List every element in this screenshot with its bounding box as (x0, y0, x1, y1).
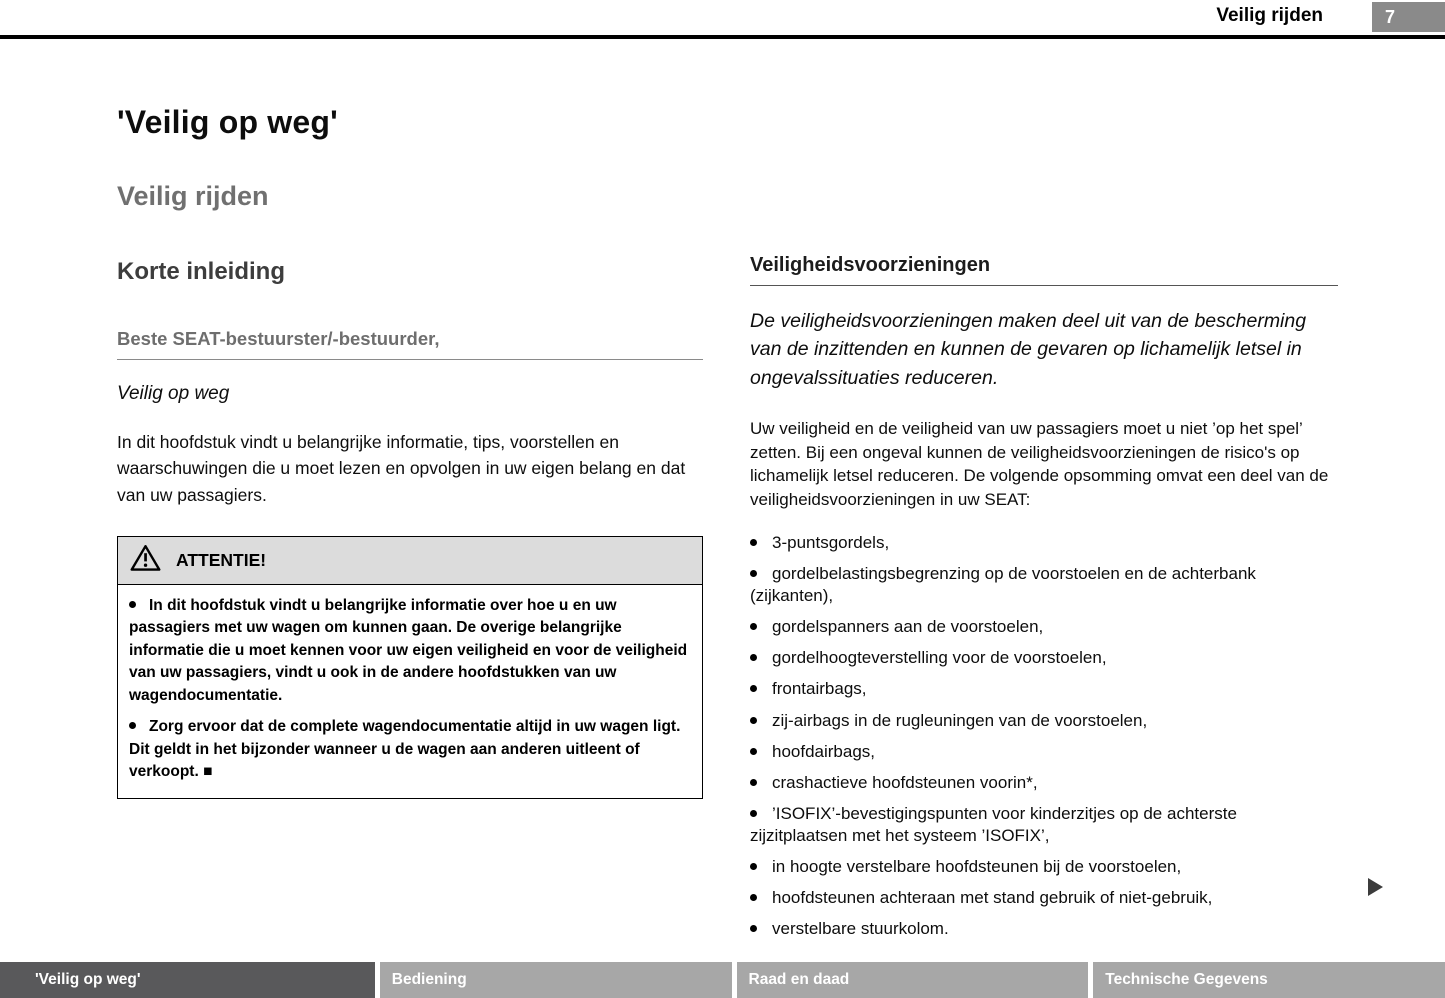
bullet-dot-icon (129, 601, 136, 608)
warning-triangle-icon (130, 544, 161, 577)
list-item: gordelbelastingsbegrenzing op de voorstoelen en de achterbank (zijkanten), (750, 564, 1256, 606)
header-rule (0, 35, 1445, 39)
attention-body (118, 585, 702, 798)
right-column (750, 40, 1338, 940)
chapter-title: 'Veilig op weg' (117, 104, 338, 140)
bullet-dot-icon (750, 539, 757, 546)
right-lead-text: De veiligheidsvoorzieningen maken deel uit van de bescherming van de inzittenden en kunnen de gevaren op lichamelijk letsel in ongevalssituaties reduceren. (750, 310, 1307, 389)
bullet-dot-icon (129, 722, 136, 729)
list-item: gordelspanners aan de voorstoelen, (750, 616, 1338, 638)
list-item: hoofdsteunen achteraan met stand gebruik of niet-gebruik, (750, 887, 1338, 909)
intro-paragraph: In dit hoofdstuk vindt u belangrijke informatie, tips, voorstellen en waarschuwingen die u moet lezen en opvolgen in uw eigen belang en dat van uw passagiers. (117, 432, 686, 505)
bullet-dot-icon (750, 810, 757, 817)
footer-tab-bar (0, 962, 1445, 998)
bullet-dot-icon (750, 863, 757, 870)
bullet-dot-icon (750, 570, 757, 577)
list-item: frontairbags, (750, 678, 1338, 700)
footer-tab-raad-en-daad[interactable]: Raad en daad (737, 962, 1089, 998)
bullet-dot-icon (750, 685, 757, 692)
list-item: in hoogte verstelbare hoofdsteunen bij de voorstoelen, (750, 856, 1338, 878)
content-area (0, 40, 1445, 940)
list-item: zij-airbags in de rugleuningen van de voorstoelen, (750, 710, 1338, 732)
left-column (117, 40, 703, 940)
attention-item: In dit hoofdstuk vindt u belangrijke informatie over hoe u en uw passagiers met uw wagen om kunnen gaan. De overige belangrijke informatie die u moet kennen voor uw eigen veiligheid en voor de veiligheid van uw passagiers, vindt u ook in de andere hoofdstukken van uw wagendocumentatie. (129, 596, 688, 704)
page-number: 7 (1385, 6, 1396, 27)
chapter-subtitle: Veilig rijden (117, 181, 269, 211)
greeting-heading: Beste SEAT-bestuurster/-bestuurder, (117, 328, 703, 360)
attention-title: ATTENTIE! (176, 549, 267, 570)
bullet-dot-icon (750, 654, 757, 661)
list-item: verstelbare stuurkolom. (750, 918, 1338, 940)
safety-features-list (750, 532, 1338, 940)
list-item: gordelhoogteverstelling voor de voorstoelen, (750, 647, 1338, 669)
list-item: crashactieve hoofdsteunen voorin*, (750, 772, 1338, 794)
list-item: 3-puntsgordels, (750, 532, 1338, 554)
page-continuation-arrow-icon (1368, 878, 1383, 896)
attention-item: Zorg ervoor dat de complete wagendocumentatie altijd in uw wagen ligt. Dit geldt in het bijzonder wanneer u de wagen aan anderen uitleent of verkoopt. ■ (129, 718, 681, 781)
attention-header (118, 537, 702, 585)
list-item: ’ISOFIX’-bevestigingspunten voor kinderzitjes op de achterste zijzitplaatsen met het systeem ’ISOFIX’, (750, 803, 1237, 845)
running-header-title: Veilig rijden (1216, 5, 1323, 26)
bullet-dot-icon (750, 894, 757, 901)
footer-tab-bediening[interactable]: Bediening (380, 962, 732, 998)
footer-tab-technische-gegevens[interactable]: Technische Gegevens (1093, 962, 1445, 998)
bullet-dot-icon (750, 717, 757, 724)
attention-box (117, 536, 703, 799)
page-header (0, 0, 1445, 40)
footer-tab-veilig-op-weg[interactable]: 'Veilig op weg' (0, 962, 375, 998)
left-lead-text: Veilig op weg (117, 383, 230, 404)
section-title-korte-inleiding: Korte inleiding (117, 258, 285, 285)
list-item: hoofdairbags, (750, 741, 1338, 763)
page-number-badge (1372, 2, 1445, 32)
bullet-dot-icon (750, 925, 757, 932)
bullet-dot-icon (750, 779, 757, 786)
right-intro-paragraph: Uw veiligheid en de veiligheid van uw passagiers moet u niet ’op het spel’ zetten. Bij een ongeval kunnen de veiligheidsvoorzieningen de risico's op lichamelijk letsel reduceren. De volgende opsomming omvat een deel van de veiligheidsvoorzieningen in uw SEAT: (750, 418, 1329, 510)
bullet-dot-icon (750, 748, 757, 755)
section-title-veiligheidsvoorzieningen: Veiligheidsvoorzieningen (750, 254, 1338, 286)
bullet-dot-icon (750, 623, 757, 630)
